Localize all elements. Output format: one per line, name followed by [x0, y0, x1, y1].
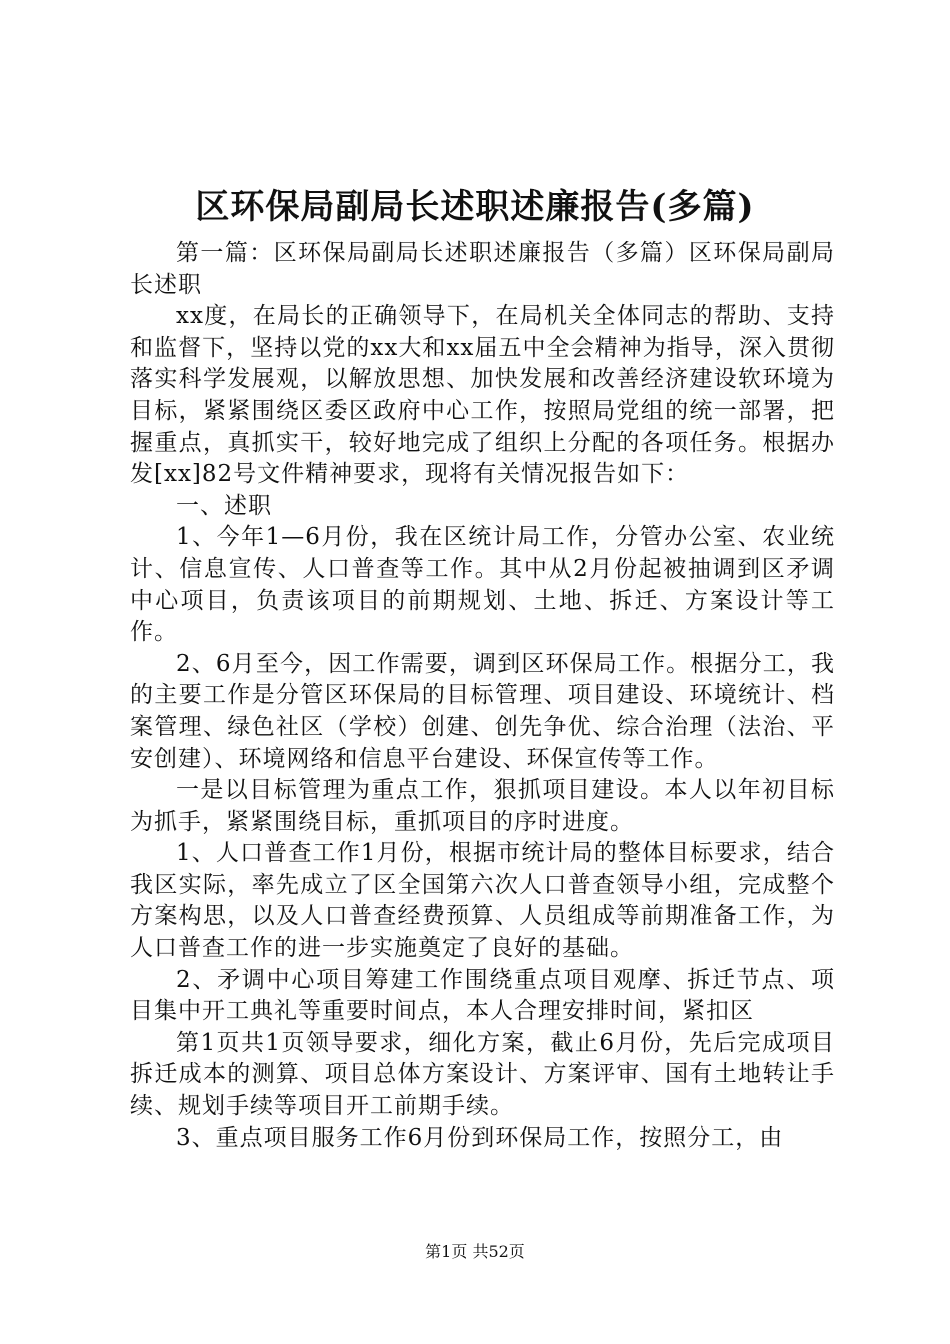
section-heading: 一、述职 [176, 492, 272, 519]
paragraph: 1、今年1—6月份，我在区统计局工作，分管办公室、农业统计、信息宣传、人口普查等工作。其中从2月份起被抽调到区矛调中心项目，负责该项目的前期规划、土地、拆迁、方案设计等工作。 [130, 524, 835, 646]
paragraph: 2、矛调中心项目筹建工作围绕重点项目观摩、拆迁节点、项目集中开工典礼等重要时间点，本人合理安排时间，紧扣区 [130, 966, 835, 1025]
paragraph: 3、重点项目服务工作6月份到环保局工作，按照分工，由 [176, 1124, 784, 1151]
document-body [130, 238, 835, 1154]
paragraph: 1、人口普查工作1月份，根据市统计局的整体目标要求，结合我区实际，率先成立了区全国第六次人口普查领导小组，完成整个方案构思，以及人口普查经费预算、人员组成等前期准备工作，为人口普查工作的进一步实施奠定了良好的基础。 [130, 840, 835, 962]
paragraph: 一是以目标管理为重点工作，狠抓项目建设。本人以年初目标为抓手，紧紧围绕目标，重抓项目的序时进度。 [130, 777, 835, 835]
page-footer: 第1页 共52页 [425, 1242, 525, 1261]
paragraph: xx度，在局长的正确领导下，在局机关全体同志的帮助、支持和监督下，坚持以党的xx大和xx届五中全会精神为指导，深入贯彻落实科学发展观，以解放思想、加快发展和改善经济建设软环境为目标，紧紧围绕区委区政府中心工作，按照局党组的统一部署，把握重点，真抓实干，较好地完成了组织上分配的各项任务。根据办发[xx]82号文件精神要求，现将有关情况报告如下： [130, 303, 835, 488]
paragraph: 2、6月至今，因工作需要，调到区环保局工作。根据分工，我的主要工作是分管区环保局的目标管理、项目建设、环境统计、档案管理、绿色社区（学校）创建、创先争优、综合治理（法治、平安创建）、环境网络和信息平台建设、环保宣传等工作。 [130, 650, 835, 772]
paragraph: 第一篇：区环保局副局长述职述廉报告（多篇）区环保局副局长述职 [130, 240, 835, 298]
paragraph: 第1页共1页领导要求，细化方案，截止6月份，先后完成项目拆迁成本的测算、项目总体方案设计、方案评审、国有土地转让手续、规划手续等项目开工前期手续。 [130, 1029, 835, 1120]
document-title: 区环保局副局长述职述廉报告(多篇) [195, 187, 755, 227]
